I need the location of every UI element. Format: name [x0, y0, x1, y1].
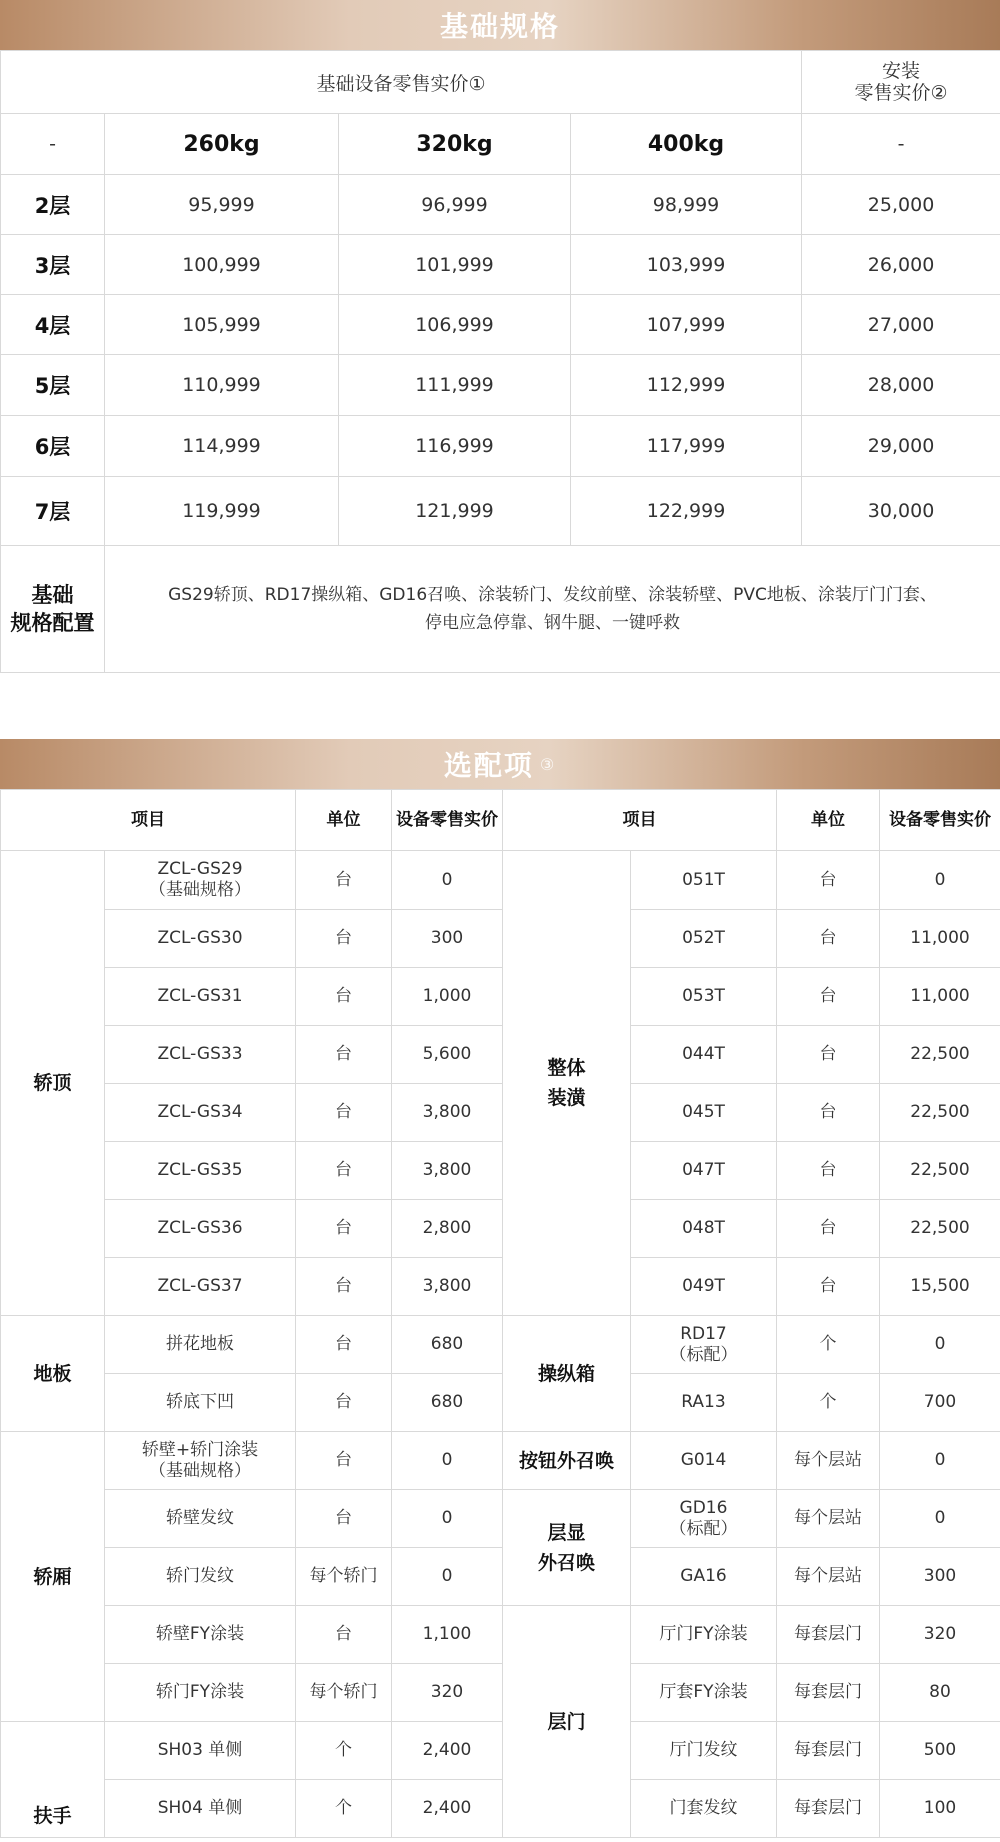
option-unit: 台 — [777, 910, 880, 968]
option-price: 680 — [392, 1374, 503, 1432]
option-price: 320 — [392, 1664, 503, 1722]
option-price: 2,400 — [392, 1780, 503, 1838]
option-row — [1, 1258, 1000, 1316]
option-unit: 台 — [296, 851, 392, 910]
option-item: ZCL-GS30 — [105, 910, 296, 968]
install-header-line1: 安装 — [882, 60, 921, 82]
price-cell: 95,999 — [105, 175, 339, 235]
capacity-320: 320kg — [339, 114, 571, 175]
category-decoration-line1: 整体 — [547, 1057, 586, 1079]
option-price: 0 — [392, 1548, 503, 1606]
option-item: 轿门发纹 — [105, 1548, 296, 1606]
option-unit: 个 — [296, 1722, 392, 1780]
option-price: 0 — [392, 1432, 503, 1490]
floor-label: 7层 — [1, 477, 105, 546]
option-item: ZCL-GS33 — [105, 1026, 296, 1084]
option-unit: 每个轿门 — [296, 1664, 392, 1722]
floor-label: 4层 — [1, 295, 105, 355]
price-row-6 — [1, 416, 1000, 477]
option-price: 2,800 — [392, 1200, 503, 1258]
option-row — [1, 1664, 1000, 1722]
spec-title: 基础规格 — [439, 10, 560, 43]
price-cell: 107,999 — [571, 295, 802, 355]
option-unit: 台 — [296, 1374, 392, 1432]
option-item: 厅门FY涂装 — [631, 1606, 777, 1664]
spec-header-row — [1, 51, 1000, 114]
options-table — [0, 789, 1000, 1838]
category-display-line1: 层显 — [547, 1521, 586, 1544]
option-unit: 台 — [296, 1026, 392, 1084]
option-unit: 台 — [777, 851, 880, 910]
config-row — [1, 546, 1000, 673]
option-item: ZCL-GS34 — [105, 1084, 296, 1142]
option-row — [1, 1026, 1000, 1084]
unit-header-right: 单位 — [777, 790, 880, 851]
option-unit: 每套层门 — [777, 1664, 880, 1722]
option-unit: 台 — [296, 1606, 392, 1664]
category-button-call: 按钮外召唤 — [503, 1432, 631, 1490]
option-price: 0 — [880, 1316, 1000, 1374]
option-price: 3,800 — [392, 1142, 503, 1200]
option-item-line1: ZCL-GS29 — [157, 859, 243, 879]
option-unit: 个 — [296, 1780, 392, 1838]
option-price: 3,800 — [392, 1084, 503, 1142]
option-row — [1, 1084, 1000, 1142]
option-unit: 台 — [296, 910, 392, 968]
option-price: 15,500 — [880, 1258, 1000, 1316]
category-display-call — [503, 1490, 631, 1606]
price-cell: 121,999 — [339, 477, 571, 546]
price-cell: 100,999 — [105, 235, 339, 295]
option-item: 轿壁发纹 — [105, 1490, 296, 1548]
option-item — [631, 1316, 777, 1374]
option-item: GA16 — [631, 1548, 777, 1606]
install-cell: 28,000 — [802, 355, 1000, 416]
capacity-row — [1, 114, 1000, 175]
capacity-260: 260kg — [105, 114, 339, 175]
option-item — [105, 851, 296, 910]
price-header-right: 设备零售实价 — [880, 790, 1000, 851]
option-item: 053T — [631, 968, 777, 1026]
options-header-row — [1, 790, 1000, 851]
install-header-line2: 零售实价② — [854, 82, 948, 104]
price-cell: 105,999 — [105, 295, 339, 355]
option-unit: 台 — [296, 1316, 392, 1374]
option-item: SH03 单侧 — [105, 1722, 296, 1780]
option-item — [631, 1490, 777, 1548]
price-cell: 112,999 — [571, 355, 802, 416]
option-unit: 台 — [296, 968, 392, 1026]
category-decoration — [503, 851, 631, 1316]
option-item-line1: RD17 — [680, 1323, 727, 1344]
option-item-line1: 轿壁+轿门涂装 — [141, 1439, 259, 1460]
price-header-left: 设备零售实价 — [392, 790, 503, 851]
option-row — [1, 851, 1000, 910]
option-row — [1, 910, 1000, 968]
option-item: 052T — [631, 910, 777, 968]
unit-header-left: 单位 — [296, 790, 392, 851]
option-item: G014 — [631, 1432, 777, 1490]
option-price: 300 — [880, 1548, 1000, 1606]
option-price: 22,500 — [880, 1026, 1000, 1084]
option-row — [1, 968, 1000, 1026]
option-item: 轿壁FY涂装 — [105, 1606, 296, 1664]
option-unit: 台 — [777, 968, 880, 1026]
install-price-header — [802, 51, 1000, 114]
option-price: 0 — [880, 1432, 1000, 1490]
option-price: 0 — [392, 851, 503, 910]
category-cop: 操纵箱 — [503, 1316, 631, 1432]
item-header-left: 项目 — [1, 790, 296, 851]
option-item-line2: （标配） — [669, 1344, 738, 1365]
category-landing-door: 层门 — [503, 1606, 631, 1838]
option-unit: 台 — [296, 1490, 392, 1548]
price-cell: 98,999 — [571, 175, 802, 235]
option-price: 0 — [880, 851, 1000, 910]
option-unit: 每个层站 — [777, 1432, 880, 1490]
option-price: 1,100 — [392, 1606, 503, 1664]
option-item: 049T — [631, 1258, 777, 1316]
option-item: 轿门FY涂装 — [105, 1664, 296, 1722]
option-row — [1, 1432, 1000, 1490]
config-label-line1: 基础 — [31, 583, 74, 607]
option-unit: 每个层站 — [777, 1490, 880, 1548]
price-cell: 96,999 — [339, 175, 571, 235]
option-price: 320 — [880, 1606, 1000, 1664]
option-unit: 台 — [296, 1200, 392, 1258]
option-item-line2: （基础规格） — [149, 1460, 251, 1481]
option-price: 22,500 — [880, 1084, 1000, 1142]
price-cell: 117,999 — [571, 416, 802, 477]
price-cell: 103,999 — [571, 235, 802, 295]
capacity-dash-left: - — [1, 114, 105, 175]
option-item: 048T — [631, 1200, 777, 1258]
option-row — [1, 1316, 1000, 1374]
option-row — [1, 1142, 1000, 1200]
option-item: 045T — [631, 1084, 777, 1142]
option-price: 11,000 — [880, 910, 1000, 968]
option-item: 门套发纹 — [631, 1780, 777, 1838]
option-row — [1, 1722, 1000, 1780]
option-price: 100 — [880, 1780, 1000, 1838]
option-unit: 台 — [296, 1432, 392, 1490]
option-price: 0 — [880, 1490, 1000, 1548]
floor-label: 3层 — [1, 235, 105, 295]
options-title: 选配项 — [443, 749, 534, 782]
item-header-right: 项目 — [503, 790, 777, 851]
option-item: 轿底下凹 — [105, 1374, 296, 1432]
category-decoration-line2: 装潢 — [547, 1087, 586, 1109]
option-item: 051T — [631, 851, 777, 910]
install-cell: 30,000 — [802, 477, 1000, 546]
option-unit: 每个层站 — [777, 1548, 880, 1606]
install-cell: 26,000 — [802, 235, 1000, 295]
option-item: ZCL-GS36 — [105, 1200, 296, 1258]
option-price: 500 — [880, 1722, 1000, 1780]
price-row-4 — [1, 295, 1000, 355]
option-price: 22,500 — [880, 1142, 1000, 1200]
config-text — [105, 546, 1000, 673]
option-unit: 个 — [777, 1374, 880, 1432]
option-unit: 台 — [777, 1200, 880, 1258]
option-item: ZCL-GS37 — [105, 1258, 296, 1316]
price-row-3 — [1, 235, 1000, 295]
retail-price-header: 基础设备零售实价① — [1, 51, 802, 114]
option-row — [1, 1780, 1000, 1838]
option-row — [1, 1490, 1000, 1548]
option-unit: 台 — [777, 1026, 880, 1084]
floor-label: 2层 — [1, 175, 105, 235]
option-price: 2,400 — [392, 1722, 503, 1780]
option-item: ZCL-GS31 — [105, 968, 296, 1026]
config-line2: 停电应急停靠、钢牛腿、一键呼救 — [425, 613, 681, 633]
price-row-7 — [1, 477, 1000, 546]
option-price: 1,000 — [392, 968, 503, 1026]
option-item: 047T — [631, 1142, 777, 1200]
option-price: 80 — [880, 1664, 1000, 1722]
option-price: 22,500 — [880, 1200, 1000, 1258]
price-row-2 — [1, 175, 1000, 235]
options-title-mark: ③ — [539, 754, 557, 774]
option-price: 680 — [392, 1316, 503, 1374]
category-handrail: 扶手 — [1, 1722, 105, 1838]
option-item-line1: GD16 — [679, 1497, 728, 1518]
option-unit: 个 — [777, 1316, 880, 1374]
price-cell: 116,999 — [339, 416, 571, 477]
option-price: 0 — [392, 1490, 503, 1548]
option-unit: 台 — [296, 1142, 392, 1200]
price-cell: 101,999 — [339, 235, 571, 295]
category-car: 轿厢 — [1, 1432, 105, 1722]
option-unit: 每个轿门 — [296, 1548, 392, 1606]
option-item-line2: （基础规格） — [149, 880, 251, 900]
price-cell: 110,999 — [105, 355, 339, 416]
capacity-400: 400kg — [571, 114, 802, 175]
option-item: ZCL-GS35 — [105, 1142, 296, 1200]
config-label — [1, 546, 105, 673]
install-cell: 29,000 — [802, 416, 1000, 477]
price-cell: 119,999 — [105, 477, 339, 546]
capacity-dash-right: - — [802, 114, 1000, 175]
config-label-line2: 规格配置 — [10, 611, 95, 635]
options-banner — [0, 739, 1000, 789]
section-gap — [0, 673, 1000, 739]
price-cell: 106,999 — [339, 295, 571, 355]
floor-label: 5层 — [1, 355, 105, 416]
install-cell: 25,000 — [802, 175, 1000, 235]
option-row — [1, 1200, 1000, 1258]
floor-label: 6层 — [1, 416, 105, 477]
option-unit: 台 — [777, 1142, 880, 1200]
option-item: 厅套FY涂装 — [631, 1664, 777, 1722]
option-unit: 台 — [777, 1258, 880, 1316]
option-item-line2: （标配） — [669, 1518, 738, 1539]
config-line1: GS29轿顶、RD17操纵箱、GD16召唤、涂装轿门、发纹前壁、涂装轿壁、PVC地板、涂装厅门门套、 — [168, 585, 937, 605]
option-unit: 每套层门 — [777, 1606, 880, 1664]
option-price: 11,000 — [880, 968, 1000, 1026]
category-car-top: 轿顶 — [1, 851, 105, 1316]
option-unit: 台 — [777, 1084, 880, 1142]
option-row — [1, 1374, 1000, 1432]
option-unit: 台 — [296, 1258, 392, 1316]
option-unit: 台 — [296, 1084, 392, 1142]
install-cell: 27,000 — [802, 295, 1000, 355]
price-cell: 114,999 — [105, 416, 339, 477]
spec-table — [0, 50, 1000, 673]
option-item: 拼花地板 — [105, 1316, 296, 1374]
option-item: RA13 — [631, 1374, 777, 1432]
category-floor: 地板 — [1, 1316, 105, 1432]
spec-banner — [0, 0, 1000, 50]
option-item: 厅门发纹 — [631, 1722, 777, 1780]
price-row-5 — [1, 355, 1000, 416]
category-display-line2: 外召唤 — [537, 1551, 595, 1574]
option-price: 5,600 — [392, 1026, 503, 1084]
option-unit: 每套层门 — [777, 1780, 880, 1838]
option-item: SH04 单侧 — [105, 1780, 296, 1838]
option-price: 700 — [880, 1374, 1000, 1432]
option-item — [105, 1432, 296, 1490]
option-row — [1, 1548, 1000, 1606]
option-item: 044T — [631, 1026, 777, 1084]
option-price: 3,800 — [392, 1258, 503, 1316]
option-price: 300 — [392, 910, 503, 968]
price-cell: 111,999 — [339, 355, 571, 416]
option-unit: 每套层门 — [777, 1722, 880, 1780]
option-row — [1, 1606, 1000, 1664]
price-cell: 122,999 — [571, 477, 802, 546]
